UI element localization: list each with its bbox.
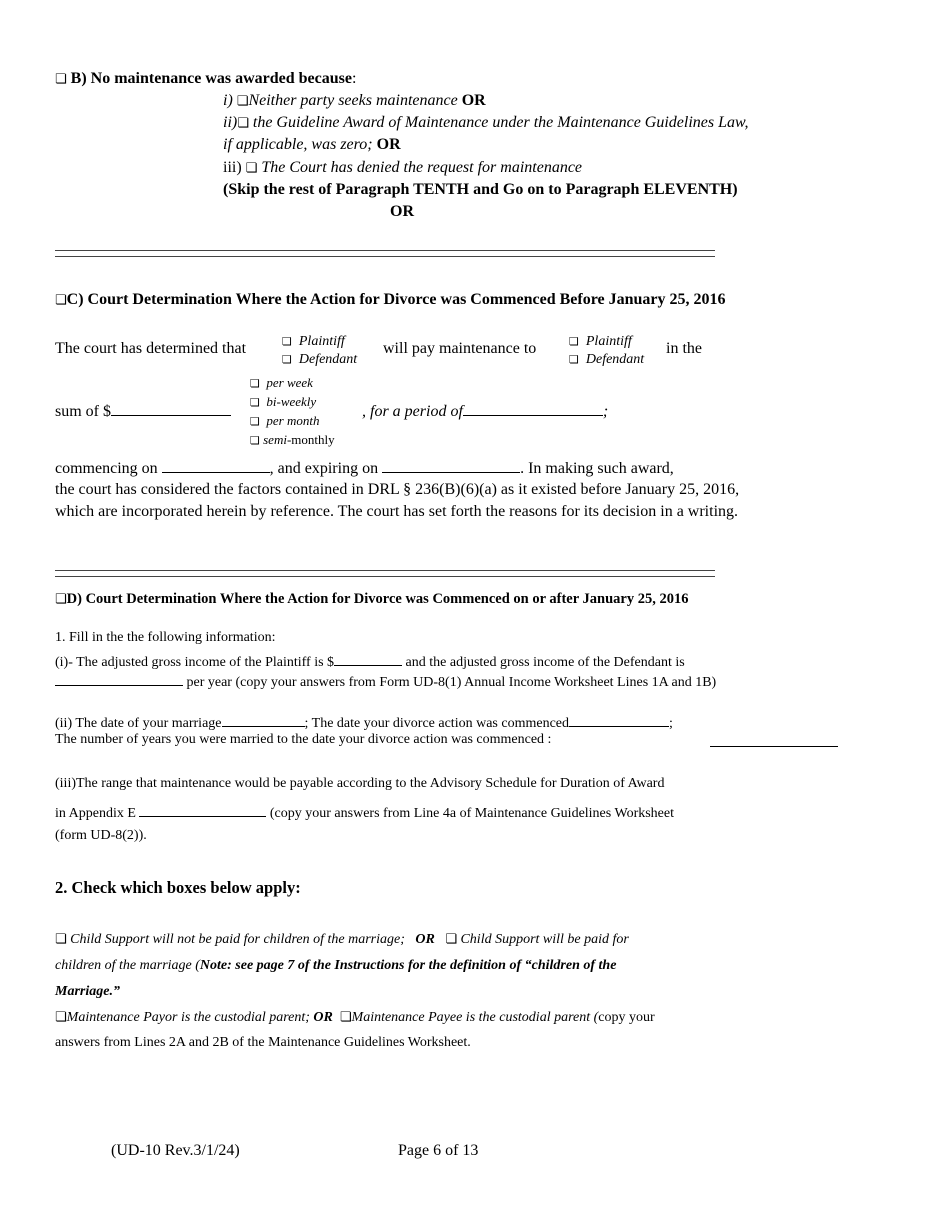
checkbox-payor-defendant[interactable]: ❏: [282, 353, 292, 366]
checkbox-payee-custodial[interactable]: ❏: [339, 1010, 352, 1025]
page-number: Page 6 of 13: [398, 1142, 479, 1159]
expiring-date-field[interactable]: [382, 458, 520, 473]
drl-paragraph-1: the court has considered the factors contained in DRL § 236(B)(6)(a) as it existed before January 25, 2016,: [55, 481, 740, 498]
court-determined-label: The court has determined that: [55, 340, 247, 357]
range-line-2: in Appendix E (copy your answers from Line 4a of Maintenance Guidelines Worksheet: [55, 802, 674, 823]
commencing-date-field[interactable]: [162, 458, 270, 473]
option-b-i: i) ❏Neither party seeks maintenance OR: [223, 92, 486, 109]
defendant-income-field[interactable]: [55, 671, 183, 686]
fill-info-title: 1. Fill in the the following information:: [55, 630, 276, 645]
period-label: , for a period of ;: [362, 403, 609, 420]
sum-field[interactable]: [111, 401, 231, 416]
marriage-date-field[interactable]: [222, 712, 305, 727]
section-b-title: B) No maintenance was awarded because: [70, 70, 352, 87]
form-id: (UD-10 Rev.3/1/24): [111, 1142, 240, 1159]
in-the-label: in the: [666, 340, 702, 357]
range-line-1: (iii)The range that maintenance would be payable according to the Advisory Schedule for Duration of Award: [55, 776, 665, 791]
option-b-ii: ii)❏ the Guideline Award of Maintenance under the Maintenance Guidelines Law,: [223, 114, 749, 131]
range-line-3: (form UD-8(2)).: [55, 828, 147, 843]
section-b-heading: ❏ B) No maintenance was awarded because:: [55, 70, 357, 87]
child-support-line-3: Marriage.”: [55, 984, 120, 999]
checkbox-b-ii[interactable]: ❏: [237, 116, 249, 131]
checkbox-payee-defendant[interactable]: ❏: [569, 353, 579, 366]
frequency-options: ❏ per week ❏ bi-weekly ❏ per month ❏ semi-monthly: [250, 375, 335, 447]
checkbox-b-i[interactable]: ❏: [236, 94, 249, 109]
will-pay-label: will pay maintenance to: [383, 340, 537, 357]
drl-paragraph-2: which are incorporated herein by reference. The court has set forth the reasons for its decision in a writing.: [55, 503, 739, 520]
or-separator: OR: [390, 203, 414, 220]
checkbox-c[interactable]: ❏: [55, 293, 67, 308]
checkbox-semi-monthly[interactable]: ❏: [250, 434, 260, 447]
checkbox-b-iii[interactable]: ❏: [245, 161, 258, 176]
custodial-parent-line-2: answers from Lines 2A and 2B of the Maintenance Guidelines Worksheet.: [55, 1035, 471, 1050]
commencing-line: commencing on , and expiring on . In making such award,: [55, 460, 674, 477]
skip-instruction: (Skip the rest of Paragraph TENTH and Go on to Paragraph ELEVENTH): [223, 181, 738, 198]
years-married-line: The number of years you were married to the date your divorce action was commenced :: [55, 732, 552, 747]
child-support-line-1: ❏ Child Support will not be paid for children of the marriage; OR ❏ Child Support will be paid for: [55, 932, 629, 947]
plaintiff-income-field[interactable]: [334, 651, 402, 666]
custodial-parent-line: ❏Maintenance Payor is the custodial parent; OR ❏Maintenance Payee is the custodial parent (copy your: [55, 1010, 655, 1025]
income-line-1: (i)- The adjusted gross income of the Plaintiff is $ and the adjusted gross income of the Defendant is: [55, 651, 685, 672]
checkbox-child-support-not-paid[interactable]: ❏: [55, 932, 67, 947]
checkbox-child-support-paid[interactable]: ❏: [445, 932, 457, 947]
section-d-heading: ❏D) Court Determination Where the Action for Divorce was Commenced on or after January 25, 2016: [55, 591, 689, 607]
option-b-iii: iii) ❏ The Court has denied the request for maintenance: [223, 159, 583, 176]
marriage-date-line: (ii) The date of your marriage ; The date your divorce action was commenced ;: [55, 712, 673, 733]
checkbox-payor-plaintiff[interactable]: ❏: [282, 335, 292, 348]
range-field[interactable]: [139, 802, 266, 817]
payee-options: ❏ Plaintiff ❏ Defendant: [569, 334, 645, 367]
checkbox-d[interactable]: ❏: [55, 592, 67, 607]
checkbox-b[interactable]: ❏: [55, 72, 67, 87]
checkbox-payee-plaintiff[interactable]: ❏: [569, 335, 579, 348]
option-b-ii-cont: if applicable, was zero; OR: [223, 136, 401, 153]
child-support-line-2: children of the marriage (Note: see page 7 of the Instructions for the definition of “children of the: [55, 958, 617, 973]
income-line-2: per year (copy your answers from Form UD-8(1) Annual Income Worksheet Lines 1A and 1B): [55, 671, 716, 692]
checkbox-per-week[interactable]: ❏: [250, 377, 260, 390]
sum-label: sum of $: [55, 401, 231, 421]
checkbox-per-month[interactable]: ❏: [250, 415, 260, 428]
commenced-date-field[interactable]: [569, 712, 669, 727]
section-c-heading: ❏C) Court Determination Where the Action for Divorce was Commenced Before January 25, 2016: [55, 291, 726, 308]
period-field[interactable]: [463, 401, 603, 416]
divider: [55, 570, 715, 577]
checkbox-payor-custodial[interactable]: ❏: [55, 1010, 67, 1025]
check-boxes-title: 2. Check which boxes below apply:: [55, 878, 301, 897]
payor-options: ❏ Plaintiff ❏ Defendant: [282, 334, 358, 367]
years-married-field[interactable]: [710, 732, 838, 747]
checkbox-bi-weekly[interactable]: ❏: [250, 396, 260, 409]
divider: [55, 250, 715, 257]
